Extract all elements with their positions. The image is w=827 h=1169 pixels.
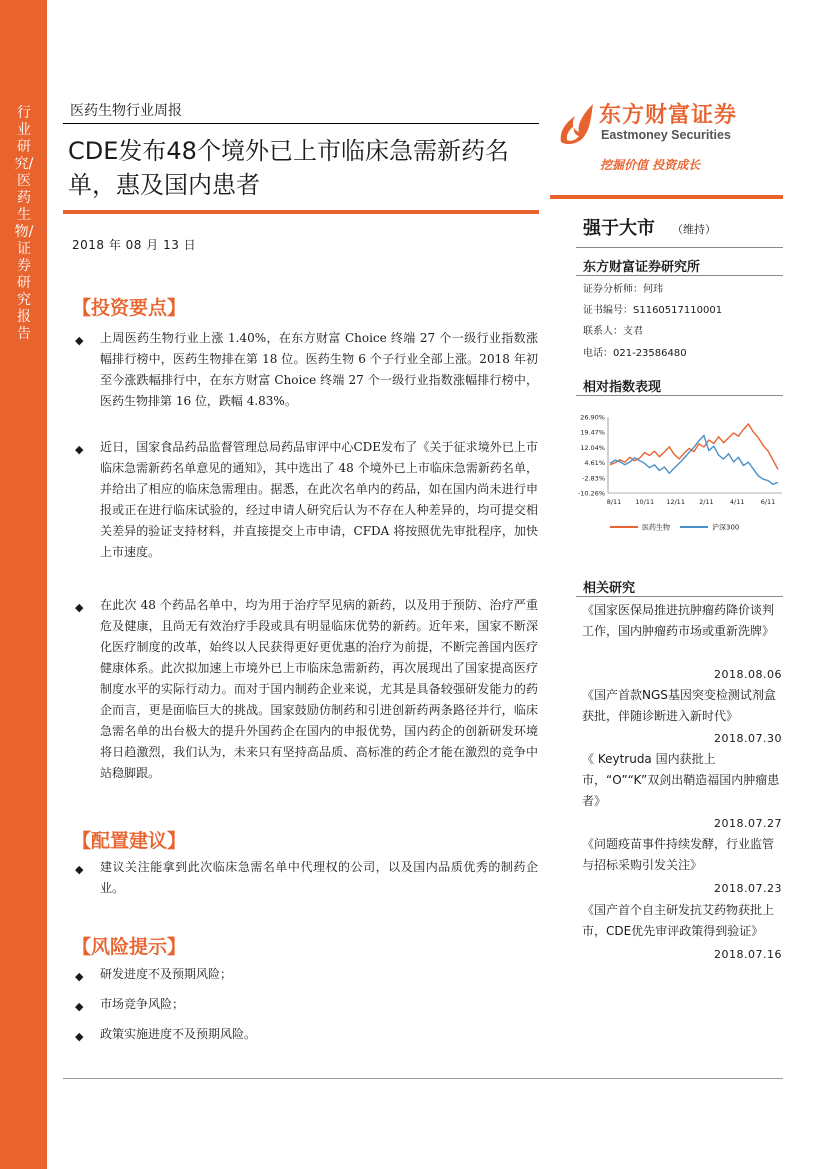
- diamond-bullet-icon: ◆: [75, 443, 84, 456]
- report-type: 医药生物行业周报: [70, 103, 182, 119]
- contact-person: 联系人：支君: [583, 326, 643, 337]
- related-section-divider: [576, 596, 783, 597]
- diamond-bullet-icon: ◆: [75, 970, 84, 983]
- invest-section-title: 【投资要点】: [72, 297, 187, 319]
- flame-logo-icon: [557, 100, 595, 144]
- chart-x-tick-label: 10/11: [635, 498, 655, 506]
- invest-bullet-text: 近日，国家食品药品监督管理总局药品审评中心CDE发布了《关于征求境外已上市临床急需新药名单意见的通知》，其中选出了 48 个境外已上市临床急需新药名单，并给出了相应的临床急需理由。据悉，在此次名单内的药品，如在国内尚未进行申报或正在进行临床试验的，经过申请人研究后认为不存在人种差异的，均可提交相关差异的验证支持材料，并直接提交上市申请，CFDA 将按照优先审批程序，加快上市速度。: [100, 440, 538, 559]
- institute-divider: [576, 275, 783, 276]
- chart-y-tick-label: 19.47%: [580, 428, 605, 437]
- risk-bullet-text: 研发进度不及预期风险；: [100, 967, 233, 981]
- research-item[interactable]: 《 Keytruda 国内获批上市，“O”“K”双剑出鞘造福国内肿瘤患者》: [582, 752, 780, 808]
- diamond-bullet-icon: ◆: [75, 1030, 84, 1043]
- rating-status: （维持）: [672, 223, 716, 236]
- risk-bullet-text: 市场竞争风险；: [100, 997, 185, 1011]
- chart-x-tick-label: 2/11: [699, 498, 714, 506]
- diamond-bullet-icon: ◆: [75, 601, 84, 614]
- chart-y-tick-label: 4.61%: [584, 459, 605, 468]
- research-date: 2018.07.30: [714, 732, 782, 745]
- risk-bullet-text: 政策实施进度不及预期风险。: [100, 1027, 257, 1041]
- relative-index-chart: [570, 405, 785, 535]
- report-date: 2018 年 08 月 13 日: [72, 238, 197, 252]
- chart-legend-label: 沪深300: [712, 523, 740, 532]
- diamond-bullet-icon: ◆: [75, 863, 84, 876]
- analyst-name: 证券分析师：何玮: [583, 284, 663, 295]
- allocation-section-title: 【配置建议】: [72, 830, 187, 852]
- risk-section-title: 【风险提示】: [72, 936, 187, 958]
- chart-y-tick-label: -10.26%: [577, 489, 605, 498]
- chart-section-divider: [576, 395, 783, 396]
- brand-logo: [557, 98, 767, 148]
- brand-name-en: Eastmoney Securities: [601, 128, 731, 142]
- research-item[interactable]: 《国家医保局推进抗肿瘤药降价谈判工作，国内肿瘤药市场或重新洗牌》: [582, 603, 775, 638]
- chart-x-tick-label: 6/11: [760, 498, 776, 506]
- chart-x-tick-label: 8/11: [606, 498, 622, 506]
- research-item[interactable]: 《国产首个自主研发抗艾药物获批上市，CDE优先审评政策得到验证》: [582, 903, 775, 938]
- header-divider: [63, 123, 539, 124]
- diamond-bullet-icon: ◆: [75, 1000, 84, 1013]
- cert-number: 证书编号：S1160517110001: [583, 305, 723, 316]
- brand-name-cn: 东方财富证券: [599, 103, 738, 128]
- chart-y-tick-label: 12.04%: [580, 443, 605, 452]
- research-date: 2018.07.23: [714, 882, 782, 895]
- invest-bullet-text: 上周医药生物行业上涨 1.40%，在东方财富 Choice 终端 27 个一级行业指数涨幅排行榜中，医药生物排在第 18 位。医药生物 6 个子行业全部上涨。2018 年初至今涨跌幅排行中，在东方财富 Choice 终端 27 个一级行业指数涨幅排行榜中，医药生物排第 16 位，跌幅 4.83%。: [100, 331, 538, 408]
- chart-section-title: 相对指数表现: [583, 380, 662, 395]
- rating-label: 强于大市: [583, 218, 655, 239]
- brand-slogan: 挖掘价值 投资成长: [600, 158, 701, 172]
- rating-divider: [576, 247, 783, 248]
- chart-x-tick-label: 4/11: [729, 498, 745, 506]
- institute-name: 东方财富证券研究所: [583, 260, 701, 275]
- research-item[interactable]: 《问题疫苗事件持续发酵，行业监管与招标采购引发关注》: [582, 837, 775, 872]
- chart-y-tick-label: 26.90%: [580, 413, 605, 422]
- chart-y-tick-label: -2.83%: [582, 474, 605, 483]
- diamond-bullet-icon: ◆: [75, 334, 84, 347]
- chart-x-tick-label: 12/11: [666, 498, 685, 506]
- research-date: 2018.07.27: [714, 817, 782, 830]
- title-divider: [63, 210, 539, 214]
- related-section-title: 相关研究: [583, 581, 636, 596]
- chart-legend-label: 医药生物: [642, 523, 670, 532]
- right-column-divider: [550, 195, 783, 199]
- footer-divider: [63, 1078, 783, 1079]
- research-date: 2018.08.06: [714, 668, 782, 681]
- page-title: CDE发布48个境外已上市临床急需新药名单，惠及国内患者: [68, 137, 509, 199]
- phone-number: 电话：021-23586480: [583, 348, 687, 359]
- research-date: 2018.07.16: [714, 948, 782, 961]
- allocation-bullet-text: 建议关注能拿到此次临床急需名单中代理权的公司，以及国内品质优秀的制药企业。: [100, 860, 538, 895]
- invest-bullet-text: 在此次 48 个药品名单中，均为用于治疗罕见病的新药，以及用于预防、治疗严重危及健康，且尚无有效治疗手段或具有明显临床优势的新药。近年来，国家不断深化医疗制度的改革，始终以人民获得更好更优惠的治疗为前提，不断完善国内医疗健康体系。此次拟加速上市境外已上市临床急需新药，再次展现出了国家提高医疗制度水平的实际行动力。而对于国内制药企业来说，尤其是具备较强研发能力的药企而言，更是面临巨大的挑战。国家鼓励仿制药和引进创新药两条路径并行，临床急需名单的出台极大的提升外国药企在国内的申报优势，国内药企的创新研发环境将日趋激烈，我们认为，未来只有坚持高品质、高标准的药企才能在激烈的竞争中站稳脚跟。: [100, 598, 538, 780]
- side-category-label: 行业研究/医药生物/证券研究报告: [14, 105, 34, 342]
- research-item[interactable]: 《国产首款NGS基因突变检测试剂盒获批，伴随诊断进入新时代》: [582, 688, 776, 723]
